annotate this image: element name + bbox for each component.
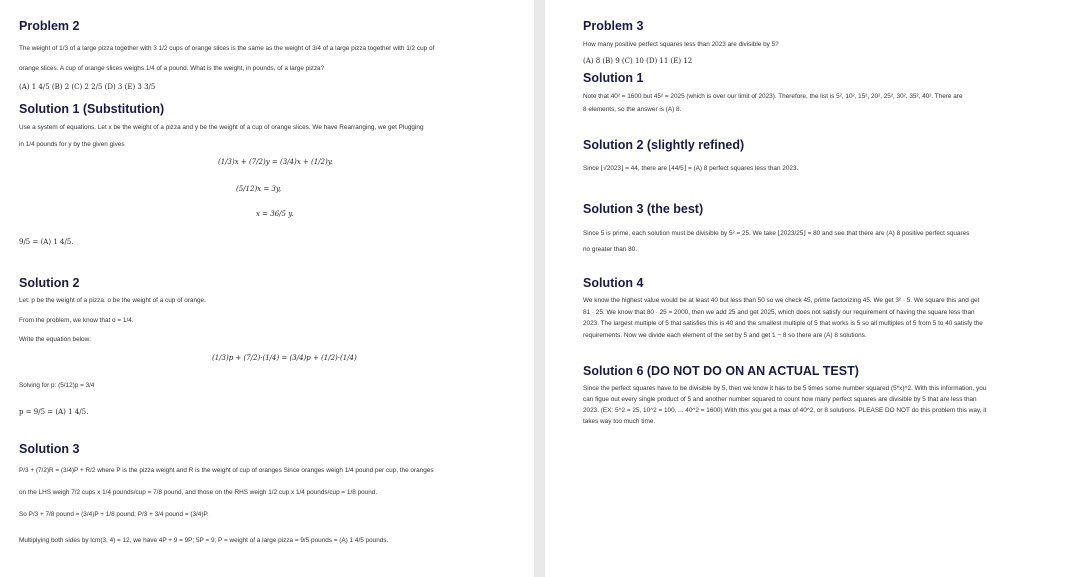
solution-2-text-2: From the problem, we know that o = 1/4. [19, 317, 134, 324]
solution-2-text-1: Let: p be the weight of a pizza. o be the weight of a cup of orange. [19, 297, 206, 304]
problem-3-title: Problem 3 [583, 19, 644, 33]
solution-2-eq-1: (1/3)p + (7/2)·(1/4) = (3/4)p + (1/2)·(1/4) [212, 354, 357, 362]
r-solution-6-text-3: 2023. (EX: 5^2 = 25, 10^2 = 100, ... 40^2 = 1600) With this you get a max of 40^2, or 8 solutions. PLEASE DO NOT do this problem this way, it [583, 407, 987, 414]
problem-2-choices: (A) 1 4/5 (B) 2 (C) 2 2/5 (D) 3 (E) 3 3/5 [19, 83, 156, 91]
problem-2-text-2: orange slices. A cup of orange slices weighs 1/4 of a pound. What is the weight, in pounds, of a large pizza? [19, 65, 325, 72]
solution-1-eq-3: x = 36/5 y. [256, 210, 294, 218]
solution-1-eq-1: (1/3)x + (7/2)y = (3/4)x + (1/2)y. [218, 158, 333, 166]
left-page [0, 0, 534, 577]
solution-3-text-2: on the LHS weigh 7/2 cups x 1/4 pounds/cup = 7/8 pound, and those on the RHS weigh 1/2 cup x 1/4 pounds/cup = 1/8 pound. [19, 489, 378, 496]
solution-1-answer: 9/5 = (A) 1 4/5. [19, 238, 74, 246]
solution-2-answer: p = 9/5 = (A) 1 4/5. [19, 408, 89, 416]
problem-3-text: How many positive perfect squares less than 2023 are divisible by 5? [583, 41, 779, 48]
r-solution-4-text-2: 81 · 25. We know that 80 · 25 = 2000, then we add 25 and get 2025, which does not satisfy our requirement of having the square less than [583, 309, 975, 316]
r-solution-4-text-4: requirements. Now we divide each element of the set by 5 and get 1 − 8 so there are (A) 8 solutions. [583, 332, 867, 339]
r-solution-2-title: Solution 2 (slightly refined) [583, 138, 745, 152]
r-solution-3-title: Solution 3 (the best) [583, 202, 704, 216]
solution-2-text-4: Solving for p: (5/12)p = 3/4 [19, 382, 95, 389]
solution-2-title: Solution 2 [19, 276, 80, 290]
r-solution-6-text-2: can figue out every single product of 5 and another number squared to count how many perfect squares are divisible by 5 that are less than [583, 396, 977, 403]
r-solution-1-text-1: Note that 40² = 1600 but 45² = 2025 (which is over our limit of 2023). Therefore, the list is 5², 10², 15², 20², 25², 30², 35², 40². There are [583, 93, 963, 100]
r-solution-1-title: Solution 1 [583, 71, 644, 85]
solution-1-text-2: in 1/4 pounds for y by the given gives [19, 141, 125, 148]
r-solution-1-text-2: 8 elements, so the answer is (A) 8. [583, 106, 682, 113]
r-solution-4-text-3: 2023. The largest multiple of 5 that satisfies this is 40 and the smallest multiple of 5 that works is 5 so all multiples of 5 from 5 to 40 satisfy the [583, 320, 983, 327]
solution-1-text-1: Use a system of equations. Let x be the weight of a pizza and y be the weight of a cup of orange slices. We have Rearranging, we get Plugging [19, 124, 424, 131]
problem-2-text-1: The weight of 1/3 of a large pizza together with 3 1/2 cups of orange slices is the same as the weight of 3/4 of a large pizza together with 1/2 cup of [19, 45, 435, 52]
solution-3-text-3: So P/3 + 7/8 pound = (3/4)P + 1/8 pound; P/3 + 3/4 pound = (3/4)P. [19, 511, 209, 518]
r-solution-6-title: Solution 6 (DO NOT DO ON AN ACTUAL TEST) [583, 364, 859, 378]
problem-3-choices: (A) 8 (B) 9 (C) 10 (D) 11 (E) 12 [583, 57, 693, 65]
problem-2-title: Problem 2 [19, 19, 80, 33]
solution-3-text-1: P/3 + (7/2)R = (3/4)P + R/2 where P is the pizza weight and R is the weight of cup of oranges Since oranges weigh 1/4 pound per cup, the oranges [19, 467, 434, 474]
r-solution-3-text-2: no greater than 80. [583, 246, 638, 253]
r-solution-6-text-4: takes way too much time. [583, 418, 656, 425]
solution-3-text-4: Multiplying both sides by lcm(3, 4) = 12, we have 4P + 9 = 9P; 5P = 9; P = weight of a large pizza = 9/5 pounds = (A) 1 4/5 pounds. [19, 537, 389, 544]
r-solution-6-text-1: Since the perfect squares have to be divisible by 5, then we know it has to be 5 times some number squared (5*x)^2. With this information, you [583, 385, 987, 392]
r-solution-2-text: Since ⌊√2023⌋ = 44, there are ⌊44/5⌋ = (A) 8 perfect squares less than 2023. [583, 165, 799, 172]
solution-3-title: Solution 3 [19, 442, 80, 456]
r-solution-4-title: Solution 4 [583, 276, 644, 290]
solution-2-text-3: Write the equation below: [19, 336, 91, 343]
r-solution-4-text-1: We know the highest value would be at least 40 but less than 50 so we check 45, prime factorizing 45. We get 3² · 5. We square this and get [583, 297, 980, 304]
right-page [545, 0, 1080, 577]
solution-1-title: Solution 1 (Substitution) [19, 102, 165, 116]
solution-1-eq-2: (5/12)x = 3y, [236, 185, 282, 193]
r-solution-3-text-1: Since 5 is prime, each solution must be divisible by 5² = 25. We take ⌊2023/25⌋ = 80 and see that there are (A) 8 positive perfect squares [583, 230, 970, 237]
